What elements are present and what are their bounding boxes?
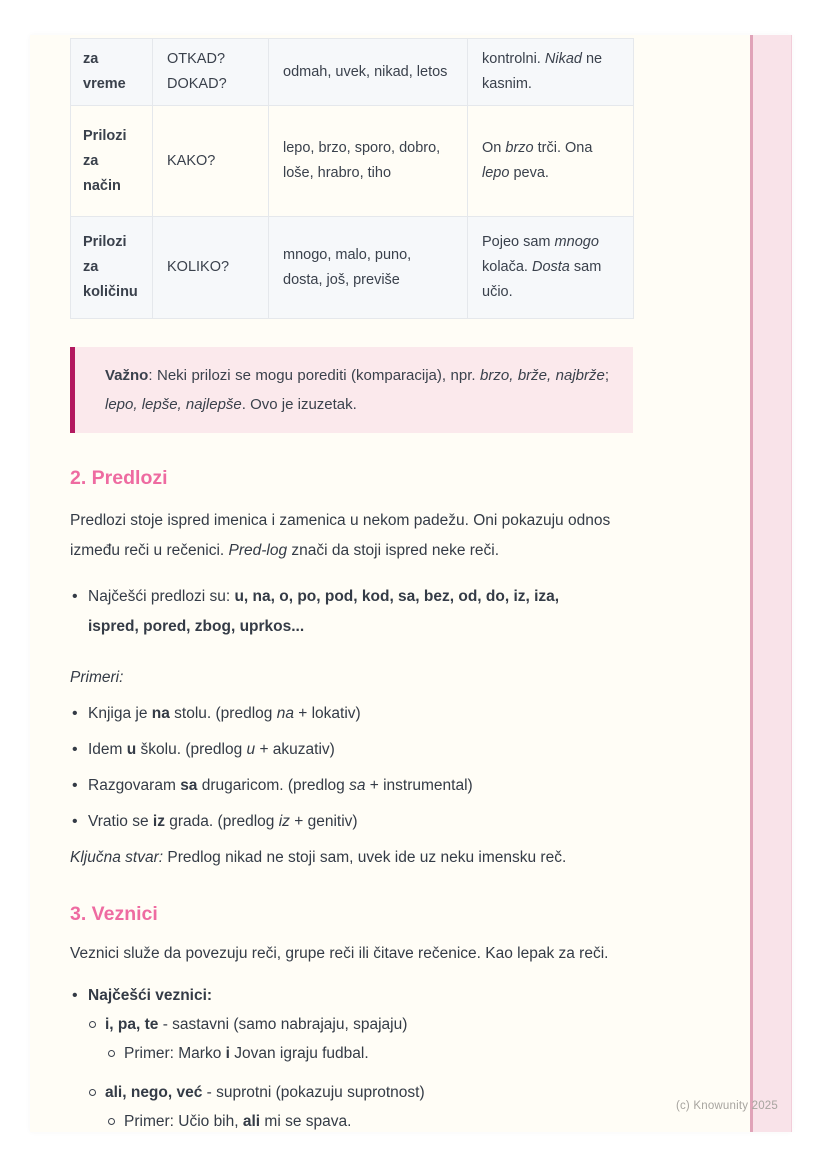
list-item: • Vratio se iz grada. (predlog iz + genitiv)	[70, 811, 722, 833]
section-heading-veznici: 3. Veznici	[70, 903, 158, 925]
cell-example-sentence: kontrolni. Nikad ne kasnim.	[468, 39, 634, 106]
veznici-paragraph: Veznici služe da povezuju reči, grupe reči ili čitave rečenice. Kao lepak za reči.	[70, 945, 609, 962]
list-item: i, pa, te - sastavni (samo nabrajaju, spajaju)	[88, 1014, 722, 1036]
list-item: Primer: Učio bih, ali mi se spava.	[107, 1111, 722, 1133]
cell-question: KOLIKO?	[153, 217, 269, 319]
veznici-sublist	[88, 1014, 722, 1133]
list-item: • Razgovaram sa drugaricom. (predlog sa + instrumental)	[70, 775, 722, 797]
table-row-manner-adverbs	[71, 106, 634, 217]
table-row-time-adverbs	[71, 39, 634, 106]
list-item: • Knjiga je na stolu. (predlog na + lokativ)	[70, 703, 722, 725]
list-item: • Idem u školu. (predlog u + akuzativ)	[70, 739, 722, 761]
cell-adverb-type: za vreme	[71, 39, 153, 106]
list-item: Primer: Marko i Jovan igraju fudbal.	[107, 1043, 722, 1065]
cell-question: OTKAD? DOKAD?	[153, 39, 269, 106]
predlozi-common-list	[70, 582, 722, 642]
list-item: • Najčešći predlozi su: u, na, o, po, pod, kod, sa, bez, od, do, iz, iza, ispred, pored, zbog, uprkos...	[70, 582, 722, 642]
copyright-notice: (c) Knowunity 2025	[675, 1100, 778, 1112]
cell-example-words: odmah, uvek, nikad, letos	[269, 39, 468, 106]
cell-example-words: mnogo, malo, puno, dosta, još, previše	[269, 217, 468, 319]
cell-example-sentence: On brzo trči. Ona lepo peva.	[468, 106, 634, 217]
veznici-example-sublist	[107, 1111, 722, 1133]
table-row-quantity-adverbs	[71, 217, 634, 319]
right-highlight-bar	[750, 35, 792, 1132]
cell-example-sentence: Pojeo sam mnogo kolača. Dosta sam učio.	[468, 217, 634, 319]
list-item: ali, nego, već - suprotni (pokazuju suprotnost)	[88, 1082, 722, 1104]
important-callout: Važno: Neki prilozi se mogu porediti (komparacija), npr. brzo, brže, najbrže; lepo, lepše, najlepše. Ovo je izuzetak.	[70, 347, 633, 433]
cell-example-words: lepo, brzo, sporo, dobro, loše, hrabro, tiho	[269, 106, 468, 217]
veznici-list	[70, 985, 722, 1133]
section-heading-predlozi: 2. Predlozi	[70, 467, 168, 489]
page-content	[70, 38, 722, 1133]
list-item: • Najčešći veznici:	[70, 985, 722, 1007]
adverbs-table	[70, 38, 634, 319]
cell-question: KAKO?	[153, 106, 269, 217]
predlozi-examples-list	[70, 703, 722, 833]
key-note: Ključna stvar: Predlog nikad ne stoji sam, uvek ide uz neku imensku reč.	[70, 849, 567, 866]
predlozi-paragraph: Predlozi stoje ispred imenica i zamenica u nekom padežu. Oni pokazuju odnos između reči u rečenici. Pred-log znači da stoji ispred neke reči.	[70, 512, 611, 559]
cell-adverb-type: Prilozi za način	[71, 106, 153, 217]
veznici-example-sublist	[107, 1043, 722, 1065]
cell-adverb-type: Prilozi za količinu	[71, 217, 153, 319]
document-page	[30, 35, 792, 1132]
examples-label: Primeri:	[70, 669, 124, 686]
